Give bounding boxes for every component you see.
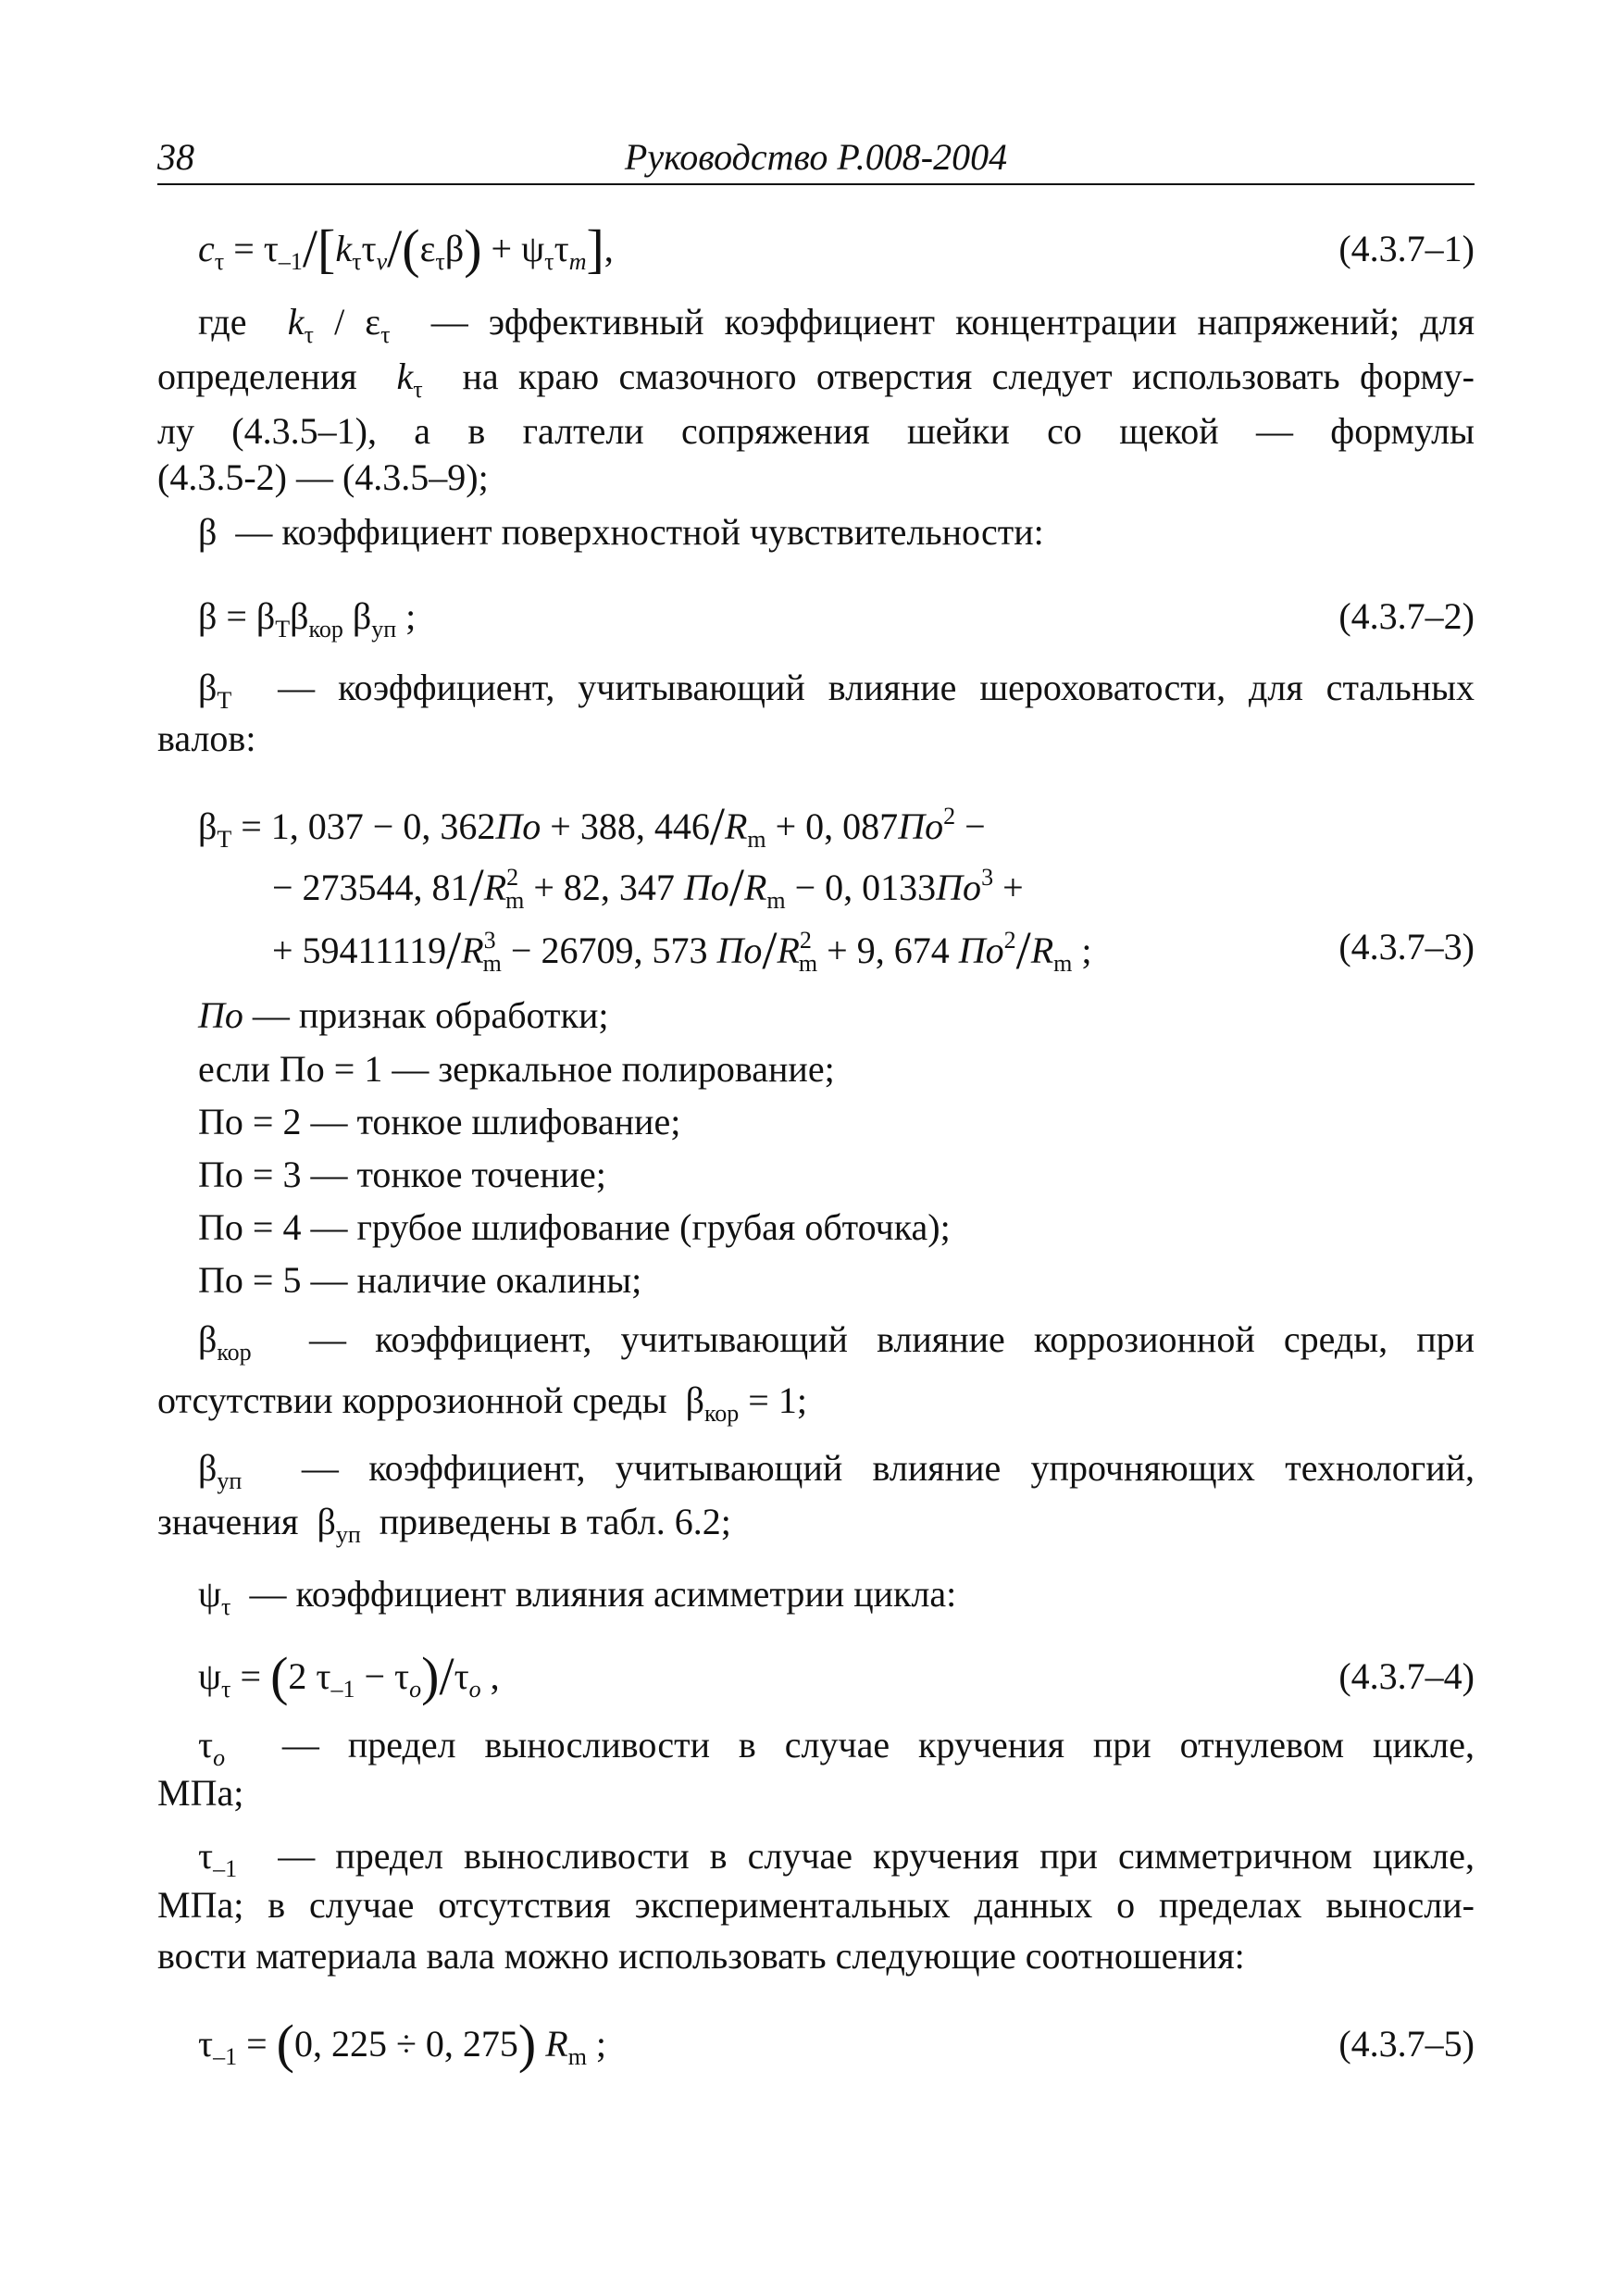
text-line: $\beta_{уп}$ — коэффициент, учитывающий влияние упрочняющих технологий, xyxy=(198,1447,1475,1494)
equation-number: (4.3.7–3) xyxy=(1338,926,1475,967)
text-line: По = 2 — тонкое шлифование; xyxy=(198,1101,681,1142)
equation-4-3-7-1: $c_\tau = \tau_{-1}/[k_\tau\tau_v/(\varepsilon_\tau\beta) + \psi_\tau\tau_m]$, xyxy=(198,218,614,279)
text-line: По — признак обработки; xyxy=(198,994,609,1036)
equation-4-3-7-4: $\psi_\tau = (2$ $\tau_{-1} - \tau_o)/\tau_o$ , xyxy=(198,1646,500,1706)
text-line: вости материала вала можно использовать следующие соотношения: xyxy=(157,1935,1245,1977)
equation-number: (4.3.7–1) xyxy=(1338,228,1475,269)
text-line: По = 4 — грубое шлифование (грубая обточка); xyxy=(198,1206,951,1248)
text-line: По = 3 — тонкое точение; xyxy=(198,1154,606,1195)
document-title: Руководство Р.008-2004 xyxy=(624,136,1008,178)
text-line: если По = 1 — зеркальное полирование; xyxy=(198,1048,835,1090)
equation-4-3-7-5: $\tau_{-1} = (0$, 225 ÷ 0, 275) $R_m$ ; xyxy=(198,2014,607,2074)
text-line: (4.3.5-2) — (4.3.5–9); xyxy=(157,456,489,498)
equation-4-3-7-3-line3: + $59411119/R^3_m - 26709$, 573 $По/R^2_m + 9$, 674 $По^2/R_m$ ; xyxy=(272,920,1092,980)
text-line: отсутствии коррозионной среды $\beta_{кор} = 1$; xyxy=(157,1379,807,1427)
equation-number: (4.3.7–5) xyxy=(1338,2023,1475,2065)
page-number: 38 xyxy=(157,136,194,178)
equation-4-3-7-3-line1: $\beta_T = 1$, 037 − 0, 362По + 388, $446/R_m + 0$, $087По^2$ − xyxy=(198,796,986,856)
text-line: β — коэффициент поверхностной чувствительности: xyxy=(198,511,1044,553)
text-line: $\beta_{кор}$ — коэффициент, учитывающий влияние коррозионной среды, при xyxy=(198,1318,1475,1366)
equation-4-3-7-2: $\beta = \beta_T\beta_{кор}$ $\beta_{уп}$ ; xyxy=(198,595,417,643)
text-line: определения $k_\tau$ на краю смазочного отверстия следует использовать форму- xyxy=(157,356,1475,403)
equation-number: (4.3.7–2) xyxy=(1338,595,1475,637)
page-header xyxy=(157,128,1475,185)
text-line: значения $\beta_{уп}$ приведены в табл. 6.2; xyxy=(157,1501,731,1548)
equation-4-3-7-3-line2: − 273544, $81/R^2_m + 82$, 347 $По/R_m - 0$, $0133По^3$ + xyxy=(272,857,1024,917)
text-line: $\tau_o$ — предел выносливости в случае кручения при отнулевом цикле, xyxy=(198,1724,1475,1771)
equation-number: (4.3.7–4) xyxy=(1338,1655,1475,1697)
text-line: $\tau_{-1}$ — предел выносливости в случае кручения при симметричном цикле, xyxy=(198,1835,1475,1882)
text-line: МПа; xyxy=(157,1772,244,1814)
text-line: МПа; в случае отсутствия экспериментальных данных о пределах выносли- xyxy=(157,1884,1475,1926)
text-line: лу (4.3.5–1), а в галтели сопряжения шейки со щекой — формулы xyxy=(157,410,1475,452)
text-line: По = 5 — наличие окалины; xyxy=(198,1259,642,1301)
text-line: $\psi_\tau$ — коэффициент влияния асимметрии цикла: xyxy=(198,1573,957,1620)
text-line: $\beta_T$ — коэффициент, учитывающий влияние шероховатости, для стальных xyxy=(198,667,1475,714)
text-line: валов: xyxy=(157,718,256,759)
text-line: где $k_\tau / \varepsilon_\tau$ — эффективный коэффициент концентрации напряжений; для xyxy=(198,301,1475,348)
